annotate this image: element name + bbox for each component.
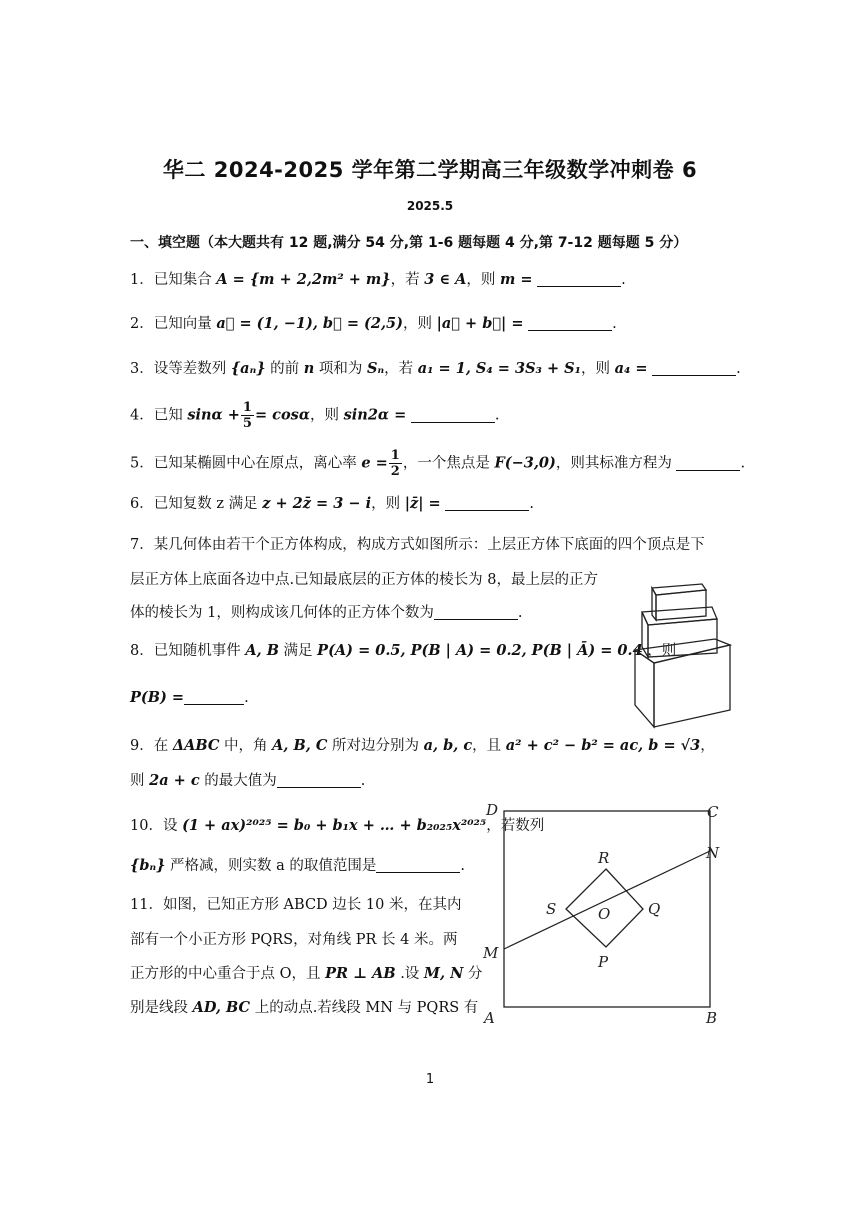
question-7-line-1: 7．某几何体由若干个正方体构成，构成方式如图所示：上层正方体下底面的四个顶点是下: [130, 537, 705, 553]
label-d: D: [486, 801, 499, 819]
square-figure: [478, 795, 728, 1030]
answer-blank[interactable]: [411, 408, 495, 423]
question-10-answer: {bₙ} 严格减，则实数 a 的取值范围是 .: [130, 857, 466, 874]
section-heading: 一、填空题（本大题共有 12 题,满分 54 分,第 1-6 题每题 4 分,第 7-12 题每题 5 分）: [130, 235, 688, 251]
label-a: A: [484, 1009, 495, 1027]
label-m: M: [483, 944, 499, 962]
question-11-line-1: 11．如图，已知正方形 ABCD 边长 10 米，在其内: [130, 897, 462, 913]
question-10: 10．设 (1 + ax)²⁰²⁵ = b₀ + b₁x + … + b₂₀₂₅x²⁰²⁵，若数列: [130, 817, 545, 834]
page-title: 华二 2024-2025 学年第二学期高三年级数学冲刺卷 6: [162, 158, 698, 182]
fraction: $\frac{1}{2}$: [390, 448, 400, 479]
question-2: 2．已知向量 a⃗ = (1, −1), b⃗ = (2,5)，则 |a⃗ + b⃗| = .: [130, 315, 617, 332]
label-p: P: [598, 953, 609, 971]
question-4: 4．已知 sinα + $\frac{1}{5}$ = cosα，则 sin2α = .: [130, 400, 500, 431]
label-o: O: [598, 905, 611, 923]
question-11-line-3: 正方形的中心重合于点 O，且 PR ⊥ AB .设 M, N 分: [130, 965, 483, 982]
question-6: 6．已知复数 z 满足 z + 2z̄ = 3 − i，则 |z̄| = .: [130, 495, 534, 512]
answer-blank[interactable]: [434, 605, 518, 620]
question-8-answer: P(B) = .: [130, 689, 249, 706]
label-b: B: [706, 1009, 718, 1027]
label-q: Q: [648, 900, 661, 918]
question-3: 3．设等差数列 {aₙ} 的前 n 项和为 Sₙ，若 a₁ = 1, S₄ = 3S₃ + S₁，则 a₄ = .: [130, 360, 741, 377]
answer-blank[interactable]: [652, 361, 736, 376]
label-c: C: [707, 803, 719, 821]
question-9-answer: 则 2a + c 的最大值为 .: [130, 772, 366, 789]
exam-date: 2025.5: [406, 199, 454, 213]
question-9: 9．在 ΔABC 中，角 A, B, C 所对边分别为 a, b, c，且 a² + c² − b² = ac, b = √3，: [130, 737, 715, 754]
label-n: N: [706, 844, 720, 862]
page-number: 1: [425, 1072, 435, 1087]
fraction: $\frac{1}{5}$: [242, 400, 252, 431]
bottom-cube-left-face: [635, 650, 654, 727]
question-7-line-3: 体的棱长为 1，则构成该几何体的正方体个数为 .: [130, 605, 523, 621]
answer-blank[interactable]: [184, 690, 244, 705]
question-7-line-2: 层正方体上底面各边中点.已知最底层的正方体的棱长为 8，最上层的正方: [130, 572, 598, 588]
middle-cube-left-face: [642, 612, 648, 657]
answer-blank[interactable]: [376, 858, 460, 873]
question-11-line-2: 部有一个小正方形 PQRS，对角线 PR 长 4 米。两: [130, 932, 458, 948]
answer-blank[interactable]: [676, 456, 740, 471]
label-r: R: [598, 849, 610, 867]
question-8: 8．已知随机事件 A, B 满足 P(A) = 0.5, P(B | A) = 0.2, P(B | Ā) = 0.4 ，则: [130, 642, 677, 659]
bottom-cube-front-face: [654, 645, 730, 727]
middle-cube-front-face: [648, 619, 717, 657]
answer-blank[interactable]: [528, 316, 612, 331]
question-11-line-4: 别是线段 AD, BC 上的动点.若线段 MN 与 PQRS 有: [130, 999, 479, 1016]
answer-blank[interactable]: [277, 773, 361, 788]
answer-blank[interactable]: [445, 496, 529, 511]
answer-blank[interactable]: [537, 272, 621, 287]
stacked-cubes-figure: [630, 575, 740, 735]
question-5: 5．已知某椭圆中心在原点，离心率 e = $\frac{1}{2}$ ，一个焦点是 F(−3,0)，则其标准方程为 .: [130, 448, 746, 479]
top-cube-front-face: [656, 590, 706, 620]
question-1: 1．已知集合 A = {m + 2,2m² + m}，若 3 ∈ A，则 m = .: [130, 271, 626, 288]
label-s: S: [546, 900, 557, 918]
